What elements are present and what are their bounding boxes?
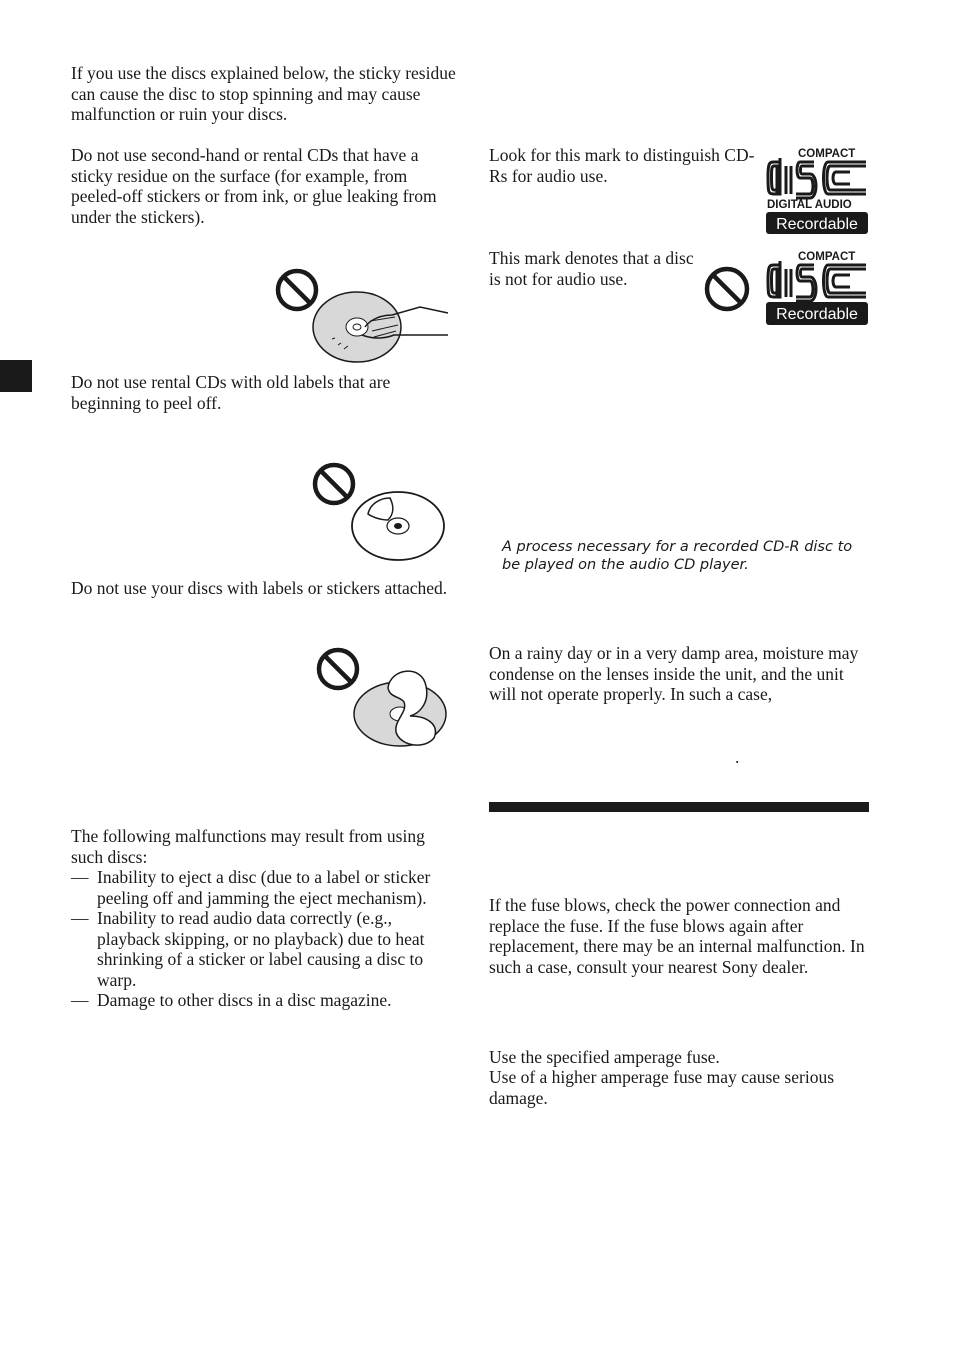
prohibition-icon xyxy=(319,650,357,688)
intro-text: If you use the discs explained below, the sticky residue can cause the disc to stop spinning and may cause malfunction or ruin your discs. xyxy=(71,63,456,124)
cd-sticky-hand-illustration xyxy=(270,265,455,365)
logo-recordable-text: Recordable xyxy=(776,216,858,233)
prohibition-icon xyxy=(703,265,751,313)
fuse-text: If the fuse blows, check the power connection and replace the fuse. If the fuse blows again after replacement, there may be an internal malfunction. In such a case, consult your nearest Sony dealer. xyxy=(489,895,865,977)
list-item: — Inability to eject a disc (due to a label or sticker peeling off and jamming the eject mechanism). xyxy=(71,867,456,908)
rule-sticky-residue: Do not use second-hand or rental CDs that have a sticky residue on the surface (for example, from peeled-off stickers or from ink, or glue leaking from under the stickers). xyxy=(71,145,437,227)
logo-compact-text: COMPACT xyxy=(798,148,856,160)
rule-peeling-labels: Do not use rental CDs with old labels that are beginning to peel off. xyxy=(71,372,391,413)
section-divider xyxy=(489,802,869,812)
malfunctions-list xyxy=(71,867,456,1011)
section-tab-marker xyxy=(0,360,32,392)
cdr-footnote: A process necessary for a recorded CD-R disc to be played on the audio CD player. xyxy=(502,539,853,573)
list-item: — Inability to read audio data correctly (e.g., playback skipping, or no playback) due to heat shrinking of a sticker or label causing a disc to warp. xyxy=(71,908,456,990)
fuse-warning-2: Use of a higher amperage fuse may cause serious damage. xyxy=(489,1067,835,1108)
compact-disc-recordable-logo xyxy=(766,146,870,236)
fuse-warning-1: Use the specified amperage fuse. xyxy=(489,1047,720,1067)
cd-peeling-label-illustration xyxy=(310,462,450,562)
cd-sticker-illustration xyxy=(314,646,454,751)
compact-disc-recordable-logo xyxy=(766,249,870,327)
logo-digital-audio-text: DIGITAL AUDIO xyxy=(767,199,852,211)
condensation-end: . xyxy=(735,747,740,767)
mark-not-audio-text: This mark denotes that a disc is not for audio use. xyxy=(489,248,694,289)
logo-compact-text: COMPACT xyxy=(798,251,856,263)
prohibition-icon xyxy=(315,465,353,503)
condensation-text: On a rainy day or in a very damp area, moisture may condense on the lenses inside the unit, and the unit will not operate properly. In such a case, xyxy=(489,643,859,704)
mark-audio-text: Look for this mark to distinguish CD-Rs for audio use. xyxy=(489,145,755,186)
malfunctions-intro: The following malfunctions may result from using such discs: xyxy=(71,826,425,867)
prohibition-icon xyxy=(278,271,316,309)
rule-labels-stickers: Do not use your discs with labels or stickers attached. xyxy=(71,578,448,598)
logo-recordable-text: Recordable xyxy=(776,306,858,323)
list-item: — Damage to other discs in a disc magazine. xyxy=(71,990,456,1011)
